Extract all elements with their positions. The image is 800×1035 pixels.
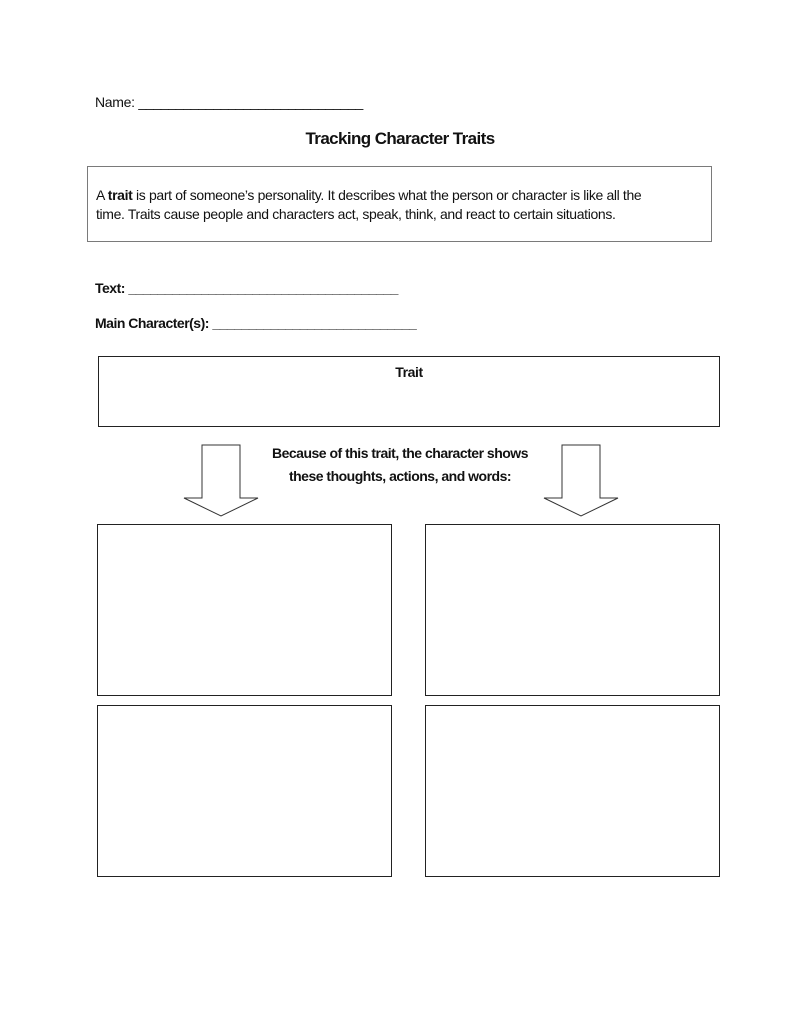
down-arrow-icon — [541, 444, 621, 518]
because-caption — [200, 442, 600, 488]
definition-term: trait — [107, 187, 133, 203]
because-line1: Because of this trait, the character shows — [272, 445, 528, 461]
text-label: Text: — [95, 280, 125, 296]
definition-line2: time. Traits cause people and characters act, speak, think, and react to certain situations. — [96, 206, 616, 222]
response-box-top-left[interactable] — [97, 524, 392, 696]
trait-box[interactable] — [98, 356, 720, 427]
definition-prefix: A — [96, 187, 108, 203]
main-character-field — [95, 315, 416, 331]
response-box-bottom-right[interactable] — [425, 705, 720, 877]
name-field — [95, 94, 363, 110]
definition-text — [96, 186, 702, 224]
page-title: Tracking Character Traits — [305, 129, 495, 148]
response-box-top-right[interactable] — [425, 524, 720, 696]
name-blank[interactable]: ______________________________ — [138, 94, 363, 110]
definition-line1: is part of someone’s personality. It describes what the person or character is like all the — [132, 187, 642, 203]
response-box-bottom-left[interactable] — [97, 705, 392, 877]
trait-label: Trait — [395, 364, 423, 380]
main-character-label: Main Character(s): — [95, 315, 209, 331]
name-label: Name: — [95, 94, 135, 110]
because-line2: these thoughts, actions, and words: — [288, 468, 512, 484]
main-character-blank[interactable]: ____________________________ — [212, 315, 417, 331]
text-field — [95, 280, 398, 296]
definition-box — [87, 166, 712, 242]
text-blank[interactable]: _____________________________________ — [128, 280, 398, 296]
